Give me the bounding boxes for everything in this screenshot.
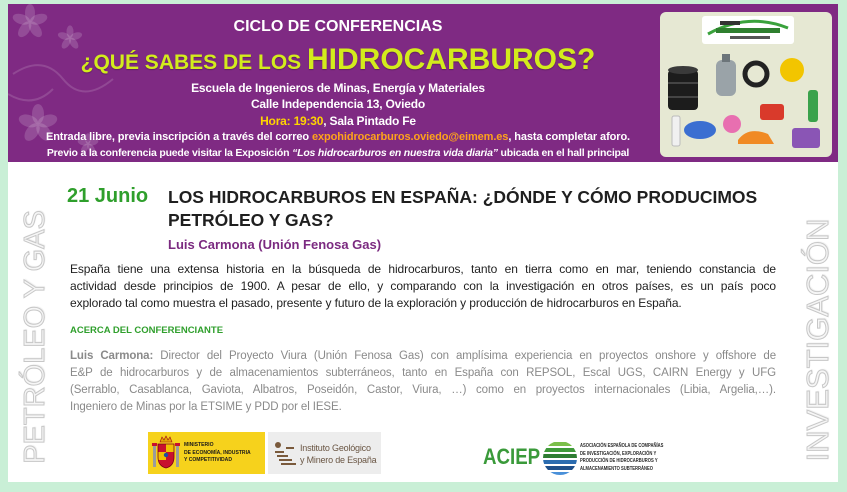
main-title	[18, 43, 658, 82]
main-title-question-mark: ?	[577, 43, 596, 76]
exhibition-prefix: Previo a la conferencia puede visitar la Exposición	[46, 147, 293, 159]
aciep-logo	[480, 436, 680, 476]
aciep-description	[580, 443, 663, 473]
main-title-emphasis: HIDROCARBUROS	[307, 43, 578, 76]
aciep-desc-line: PRODUCCIÓN DE HIDROCARBUROS Y	[580, 458, 658, 464]
igme-line: y Minero de España	[300, 455, 377, 465]
collage-pink-item	[723, 115, 741, 133]
registration-email: expohidrocarburos.oviedo@eimem.es	[312, 131, 509, 143]
about-speaker-heading: ACERCA DEL CONFERENCIANTE	[70, 325, 224, 336]
collage-logo	[702, 16, 794, 44]
bio-line: (Serrablo, Casablanca, Gaviota, Albatros, Poseidón, Castor, Viura, …) como en proyectos internacionales (Libia, Argelia,…).	[70, 384, 776, 396]
venue-address: Calle Independencia 13, Oviedo	[250, 97, 426, 111]
time-label: Hora: 19:30	[260, 114, 324, 128]
registration-suffix: , hasta completar aforo.	[508, 131, 631, 143]
bio-line: Ingeniero de Minas por la ETSIME y PDD por el IESE.	[70, 401, 342, 413]
speaker-name: Luis Carmona (Unión Fenosa Gas)	[168, 237, 382, 252]
aciep-globe-icon	[542, 440, 578, 476]
abstract-line: explorado tal como muestra el pasado, presente y futuro de la exploración y producción de hidrocarburos en España.	[70, 296, 682, 310]
poster-page	[8, 4, 838, 482]
talk-title	[168, 186, 808, 232]
bio-line	[70, 348, 776, 365]
header-banner	[8, 4, 838, 162]
igme-logo	[268, 432, 381, 474]
collage-toy	[760, 104, 784, 120]
aciep-desc-line: DE INVESTIGACIÓN, EXPLORACIÓN Y	[580, 450, 657, 457]
aciep-wordmark: ACIEP	[483, 444, 541, 469]
main-title-prefix: ¿QUÉ SABES DE LOS	[80, 51, 308, 74]
igme-name	[300, 442, 376, 466]
abstract-line: actividad desde principios de 1900. A pesar de ello, y comparando con la investigación en otros países, es un país poco	[70, 279, 776, 293]
ministry-line: MINISTERIO	[184, 442, 214, 448]
collage-candle	[672, 116, 680, 146]
exhibition-collage-image	[660, 12, 832, 157]
venue-school: Escuela de Ingenieros de Minas, Energía y Materiales	[191, 81, 485, 95]
talk-title-line: PETRÓLEO Y GAS?	[168, 210, 334, 230]
aciep-desc-line: ALMACENAMIENTO SUBTERRÁNEO	[580, 465, 654, 472]
registration-note	[18, 130, 658, 145]
bio-line: E&P de hidrocarburos y de almacenamientos subterráneos, tanto en España con REPSOL, Escal UGS, CAIRN Energy y UFG	[70, 367, 776, 379]
igme-line: Instituto Geológico	[300, 443, 371, 453]
bio-text: Director del Proyecto Viura (Unión Fenosa Gas) con amplísima experiencia en proyectos onshore y offshore de	[160, 350, 776, 362]
side-label-right: INVESTIGACIÓN	[800, 218, 835, 462]
talk-abstract	[70, 261, 776, 312]
ministry-line: Y COMPETITIVIDAD	[184, 457, 232, 463]
exhibition-note	[18, 146, 658, 161]
abstract-line: España tiene una extensa historia en la búsqueda de hidrocarburos, tanto en tierra como en mar, teniendo constancia de	[70, 262, 776, 276]
series-title: CICLO DE CONFERENCIAS	[233, 18, 443, 35]
coat-of-arms-icon	[152, 435, 180, 471]
exhibition-suffix: ubicada en el hall principal	[497, 147, 630, 159]
ministry-name	[184, 442, 251, 465]
speaker-bio	[70, 348, 776, 416]
aciep-desc-line: ASOCIACIÓN ESPAÑOLA DE COMPAÑÍAS	[580, 443, 664, 449]
ministry-line: DE ECONOMÍA, INDUSTRIA	[184, 449, 251, 456]
collage-purple-item	[792, 128, 820, 148]
exhibition-name: “Los hidrocarburos en nuestra vida diaria”	[292, 147, 498, 159]
time-and-room	[18, 113, 658, 129]
side-label-left: PETRÓLEO Y GAS	[19, 210, 51, 464]
talk-title-line: LOS HIDROCARBUROS EN ESPAÑA: ¿DÓNDE Y CÓMO PRODUCIMOS	[168, 187, 758, 207]
collage-plastic-bowl	[684, 121, 716, 139]
ministry-logo	[148, 432, 265, 474]
talk-date: 21 Junio	[67, 185, 149, 207]
registration-prefix: Entrada libre, previa inscripción a través del correo	[45, 131, 312, 143]
collage-ball	[780, 58, 804, 82]
collage-barrel	[668, 66, 698, 110]
bio-speaker-name: Luis Carmona:	[70, 350, 154, 362]
room-label: , Sala Pintado Fe	[323, 114, 416, 128]
collage-bottle	[808, 90, 818, 122]
igme-emblem-icon	[272, 440, 298, 466]
